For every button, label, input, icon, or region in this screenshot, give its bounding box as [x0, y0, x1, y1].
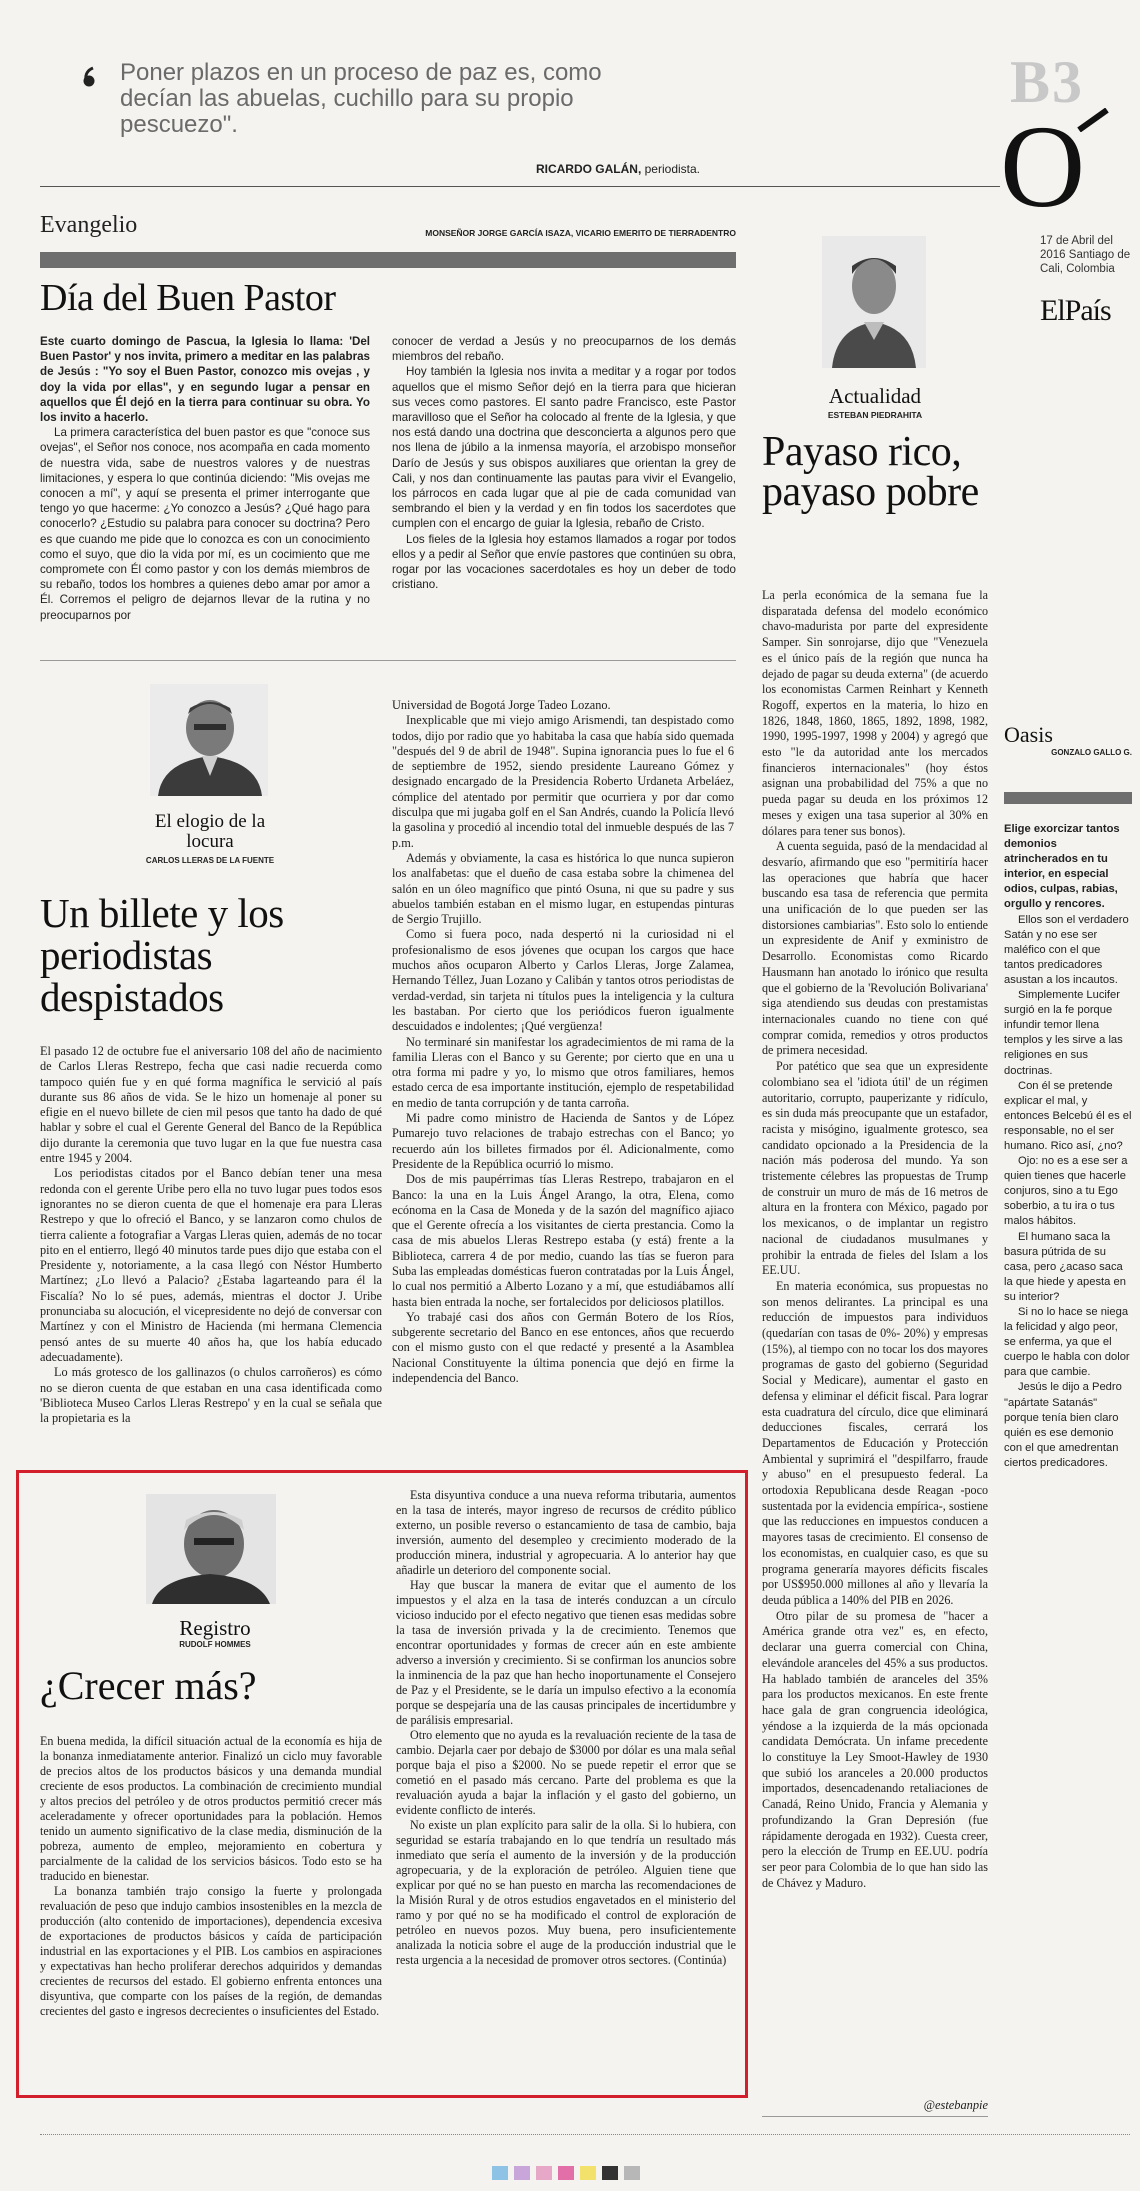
actualidad-paragraph: Otro pilar de su promesa de "hacer a América grande otra vez" es, en efecto, declarar una guerra comercial con China, elevándole aranceles del 45% a sus productos. Ha hablado también de aranceles del 35% para los productos mexicanos. En este frente hace gala de gran congruencia ideológica, yéndose a la izquierda de la más opcionada candidata Demócrata. Un infame precedente lo constituye la Ley Smoot-Hawley de 1930 que subió los aranceles a 20.000 productos importados, desencadenando retaliaciones de Canadá, Reino Unido, Francia y Alemania y profundizando la Gran Depresión (fue rápidamente derogada en 1932). Cuesta creer, pero la elección de Trump en EE.UU. podría ser peor para Colombia de lo que han sido las de Chávez y Maduro. — [762, 1608, 988, 1890]
elogio-paragraph: Dos de mis paupérrimas tías Lleras Restrepo, trabajaron en el Banco: la una en la Luis Ángel Arango, la otra, Elena, como ecónoma en la Casa de Moneda y de la sazón del magnífico ajiaco que el Gerente ofrecía a los visitantes de cierta prestancia. Como la casa de mis abuelos Lleras Restrepo estaba (y está) frente a la Biblioteca, carrera 4 de por medio, cuando las tías se fueron para Suba las empleadas domésticas fueron contratadas por la Luis Ángel, lo cual nos permitió a Alberto Lozano y a mí, que estudiábamos allí hasta bien entrada la noche, ser fortalecidos por deliciosos platillos. — [392, 1172, 734, 1309]
color-swatch — [514, 2166, 530, 2180]
registro-paragraph: Hay que buscar la manera de evitar que el aumento de los impuestos y el alza en la tasa de interés conduzcan a un círculo vicioso inducido por el efecto negativo que tienen esas medidas sobre la tasa de inversión privada y la de crecimiento. Tenemos que encontrar oportunidades y formas de crecer aún en este ambiente adverso a inversión y crecimiento. Si se confirman los anuncios sobre la inminencia de la paz que han hecho inoportunamente el Consejero de Paz y el Presidente, se le daría un impulso efectivo a la economía porque se despejaría una de las causas principales de incertidumbre y de parálisis empresarial. — [396, 1578, 736, 1727]
print-color-bar — [492, 2166, 652, 2180]
author-photo — [822, 236, 926, 368]
oasis-paragraph: Con él se pretende explicar el mal, y entonces Belcebú él es el responsable, no el ser humano. Rico así, ¿no? — [1004, 1079, 1132, 1152]
elogio-paragraph: Yo trabajé casi dos años con Germán Botero de los Ríos, subgerente secretario del Banco en ese entonces, años que recuerdo con el mismo gusto con el que redacté y presenté a la Asamblea Nacional Constituyente la última ponencia que dejó en firme la independencia del Banco. — [392, 1309, 734, 1386]
elogio-paragraph: Lo más grotesco de los gallinazos (o chulos carroñeros) es cómo no se dieron cuenta de que estaban en una casa identificada como 'Biblioteca Museo Carlos Lleras Restrepo' y en la cual se señala que la propietaria es la — [40, 1365, 382, 1426]
color-swatch — [492, 2166, 508, 2180]
evangelio-col-1 — [40, 334, 370, 623]
evangelio-lead: Este cuarto domingo de Pascua, la Iglesia lo llama: 'Del Buen Pastor' y nos invita, primero a meditar en las palabras de Jesús : "Yo soy el Buen Pastor, conozco mis ovejas , y doy la vida por ellas", y en segundo lugar a pensar en aquellos que Él dejó en la tierra para continuar su obra. Yo los invito a hacerlo. — [40, 335, 370, 425]
actualidad-paragraph: La perla económica de la semana fue la disparatada defensa del modelo económico chavo-madurista por parte del expresidente Samper. Sin sonrojarse, dijo que "Venezuela es el único país de la región que nunca ha dejado de pagar su deuda externa" (de acuerdo los economistas Carmen Reinhart y Kenneth Rogoff, expertos en la materia, lo hizo en 1826, 1848, 1860, 1865, 1892, 1898, 1982, 1990, 1995-1997, 1998 y 2004) y agregó que esto "le da autoridad ante los mercados financieros internacionales" (hoy éstos asignan una probabilidad del 75% a que no pueda pagar su deuda en los próximos 12 meses y exigen una tasa superior al 30% en dólares para tener sus bonos). — [762, 588, 988, 838]
actualidad-paragraph: A cuenta seguida, pasó de la mendacidad al desvarío, afirmando que eso "permitiría hacer las operaciones que habría que hacer buscando esa tasa de referencia que permita una unificación de lo que pueden ser las distorsiones cambiarias". Esto solo lo entiende un expresidente de Anif y exministro de Desarrollo. Economistas como Ricardo Hausmann han anotado lo irónico que resulta que el gobierno de la 'Revolución Bolivariana' siga atendiendo sus deudas con prestamistas internacionales cuando no tiene con qué comprar comida, remedios y otros productos de primera necesidad. — [762, 839, 988, 1058]
oasis-body — [1004, 822, 1132, 1471]
elogio-paragraph: El pasado 12 de octubre fue el aniversario 108 del año de nacimiento de Carlos Lleras Restrepo, fecha que casi nadie recuerda como tampoco quién fue y en qué forma magnífica le servició al país durante sus 86 años de vida. Se le hizo un homenaje al poner su efigie en el nuevo billete de cien mil pesos que tanto ha dado de qué hablar y sobre el cual el Gerente General del Banco de la República dijo durante la ceremonia que tuvo lugar en la que fue nuestra casa entre 1945 y 2004. — [40, 1044, 382, 1166]
registro-section-label: Registro — [179, 1616, 251, 1640]
evangelio-paragraph: conocer de verdad a Jesús y no preocuparnos de los demás miembros del rebaño. — [392, 335, 736, 364]
evangelio-col-2 — [392, 334, 736, 592]
footer-dotted-rule — [40, 2134, 1130, 2135]
color-swatch — [624, 2166, 640, 2180]
elogio-paragraph: Inexplicable que mi viejo amigo Arismendi, tan despistado como todos, dijo por radio que yo habitaba la casa que había sido quemada "después del 9 de abril de 1948". Supina ignorancia pues lo fue el 6 de septiembre de 1952, siendo presidente Laureano Gómez y designado encargado de la Presidencia Roberto Urdaneta Arbeláez, cómplice del atentado por permitir que ocurriera y por dar como disculpa que mi jugaba golf en el San Andrés, cuando la Policía llevó la gasolina y procedió al incendio total del inmueble después de las 7 p.m. — [392, 713, 734, 850]
color-swatch — [558, 2166, 574, 2180]
oasis-lead: Elige exorcizar tantos demonios atrincherados en tu interior, en especial odios, culpas, rabias, orgullo y rencores. — [1004, 823, 1120, 911]
actualidad-title: Payaso rico, payaso pobre — [762, 429, 979, 515]
color-swatch — [602, 2166, 618, 2180]
elogio-paragraph: Mi padre como ministro de Hacienda de Santos y de López Pumarejo tuvo relaciones de trabajo estrechas con el Banco; yo recuerdo aún los billetes firmados por él. Adicionalmente, como Presidente de la República ocurrió lo mismo. — [392, 1111, 734, 1171]
evangelio-section-label: Evangelio — [40, 212, 138, 238]
registro-paragraph: La bonanza también trajo consigo la fuerte y prolongada revaluación de peso que indujo cambios insostenibles en la mezcla de producción (alto contenido de importaciones), dependencia excesiva de exportaciones de productos básicos y caída de participación industrial en las exportaciones y el PIB. Los cambios en aspiraciones y expectativas han hecho proliferar derechos adquiridos y demandas crecientes de recursos del estado. El gobierno enfrenta entonces una disyuntiva, que comparte con los países de la región, de demandas crecientes del gasto e ingresos decrecientes o insuficientes del Estado. — [40, 1884, 382, 2018]
elogio-paragraph: Como si fuera poco, nada despertó ni la curiosidad ni el profesionalismo de esos jóvenes que ocupan los cargos que hace muchos años ocuparon Alberto y Carlos Lleras, Jorge Zalamea, Hernando Téllez, Juan Lozano y Calibán y tantos otros periodistas de verdad-verdad, sin tarjeta ni títulos pues la inteligencia y la cultura les bastaban. Por cierto que los periódicos fueron igualmente descuidados e indolentes; ¡Qué vergüenza! — [392, 927, 734, 1034]
actualidad-paragraph: Por patético que sea que un expresidente colombiano sea el 'idiota útil' de un régimen autoritario, corrupto, pauperizante y ridículo, es sin duda más preocupante que un estafador, racista y misógino, igualmente grotesco, sea candidato opcionado a la Presidencia de la nación más poderosa del mundo. Ya son tristemente célebres las propuestas de Trump de construir un muro de más de 16 metros de altura en la frontera con México, pagado por los mexicanos, o de implantar un registro nacional de ciudadanos musulmanes y prohibir la entrada de fieles del Islam a los EE.UU. — [762, 1059, 988, 1278]
quote-mark-icon — [82, 66, 96, 88]
registro-paragraph: Otro elemento que no ayuda es la revaluación reciente de la tasa de cambio. Dejarla caer por debajo de $3000 por dólar es una mala señal porque baja el piso a $2000. No se puede repetir el error que se cometió en el pasado más cercano. Parte del problema es que la revaluación ayuda a bajar la inflación y el gasto del gobierno, un evidente conflicto de interés. — [396, 1728, 736, 1817]
actualidad-handle: @estebanpie — [923, 2098, 988, 2112]
evangelio-paragraph: Los fieles de la Iglesia hoy estamos llamados a rogar por todos ellos y a pedir al Señor que envíe pastores que continúen su obra, rogar por las vocaciones sacerdotales es hoy un deber de todo cristiano. — [392, 532, 736, 592]
elogio-title: Un billete y los periodistas despistados — [40, 890, 284, 1020]
actualidad-paragraph: En materia económica, sus propuestas no son menos delirantes. La principal es una reducción de impuestos para individuos (quedarían con tasas de 0%- 20%) y empresas (15%), al tiempo con no tocar los dos mayores programas de gasto del gobierno (Seguridad Social y Medicare), aumentar el gasto en defensa y eliminar el déficit fiscal. Para lograr esta cuadratura del círculo, dice que eliminará deducciones fiscales, cerrará los Departamentos de Educación y Protección Ambiental y suprimirá el "despilfarro, fraude y abuso" en el presupuesto federal. La ortodoxia Republicana desde Reagan -poco sustentada por la evidencia empírica-, sostiene que las reducciones en impuestos conducen a mayores tasas de crecimiento. El consenso de los economistas, en cualquier caso, es que su programa generaría mayores déficits fiscales por US$950.000 millones al año y llevaría la deuda pública a 140% del PIB en 2026. — [762, 1278, 988, 1607]
elogio-col-2 — [392, 698, 734, 1386]
quote-attribution — [420, 162, 700, 176]
evangelio-paragraph: La primera característica del buen pastor es que "conoce sus ovejas", el Señor nos conoce, nos acompaña en cada momento de nuestra vida, sabe de nuestros valores y de nuestras limitaciones, y espera lo que continúa diciendo: "Mis ovejas me conocen a mí", y aquí se presenta el primer interrogante que tengo yo que hacerme: ¿Yo conozco a Jesús? ¿Qué hago para conocerlo? ¿Estudio su palabra para conocer su doctrina? Pero es que cuando me pide que lo conozca es con un conocimiento como el suyo, que dio la vida por mí, es un cocimiento que me compromete con Él como pastor y con los demás miembros de su rebaño, todos los hombres a quienes debo amar por amor a Él. Corremos el peligro de dejarnos llevar de la rutina y no preocuparnos por — [40, 426, 370, 622]
actualidad-body — [762, 588, 988, 1891]
elogio-author: CARLOS LLERAS DE LA FUENTE — [145, 856, 275, 865]
masthead-logo: ElPaís — [1040, 294, 1111, 327]
elogio-paragraph: Universidad de Bogotá Jorge Tadeo Lozano. — [392, 698, 611, 712]
evangelio-byline: MONSEÑOR JORGE GARCÍA ISAZA, VICARIO EMERITO DE TIERRADENTRO — [425, 228, 736, 238]
header-rule — [40, 186, 1000, 187]
oasis-paragraph: El humano saca la basura pútrida de su casa, pero ¿acaso saca la que hiede y apesta en su interior? — [1004, 1230, 1126, 1303]
registro-author: RUDOLF HOMMES — [179, 1640, 251, 1649]
section-code: B3 — [1010, 49, 1085, 115]
quote-author-role: periodista. — [641, 162, 700, 176]
registro-col-1 — [40, 1734, 382, 2019]
evangelio-bottom-rule — [40, 660, 736, 661]
actualidad-section-label: Actualidad — [828, 384, 922, 408]
elogio-section-label: El elogio de la locura — [154, 811, 266, 852]
oasis-paragraph: Jesús le dijo a Pedro "apártate Satanás" porque tenía bien claro quién es ese demonio con el que amedrentan ciertos predicadores. — [1004, 1381, 1122, 1469]
oasis-rule-bar — [1004, 792, 1132, 804]
header-quote: Poner plazos en un proceso de paz es, como decían las abuelas, cuchillo para su propio pescuezo". — [120, 59, 602, 138]
elogio-paragraph: No terminaré sin manifestar los agradecimientos de mi rama de la familia Lleras con el Banco y su Gerente; por cierto que en una u otra forma mi padre y yo, lo mismo que otros familiares, hemos estado cerca de esa importante institución, ejemplo de respetabilidad en medio de tanta corrupción y de tanta carroña. — [392, 1034, 734, 1110]
color-swatch — [536, 2166, 552, 2180]
color-swatch — [580, 2166, 596, 2180]
author-photo — [150, 684, 268, 796]
section-letter: O — [1000, 101, 1086, 232]
oasis-author: GONZALO GALLO G. — [1051, 748, 1132, 757]
registro-paragraph: No existe un plan explícito para salir de la olla. Si lo hubiera, con seguridad se estaría trabajando en lo que tendría un resultado más inmediato que sería el aumento de la inversión y de la producción agropecuaria, y de la exploración de petróleo. Alguien tiene que explicar por qué no se han puesto en marcha las recomendaciones de la Misión Rural y de otros estudios engavetados en el ministerio del ramo y por qué no se ha modificado el control de exploración de petróleo en nuevos pozos. Muy buena, pero insuficientemente analizada la noticia sobre el auge de la producción industrial que le resta urgencia a la necesidad de promover otros sectores. (Continúa) — [396, 1818, 736, 1967]
evangelio-paragraph: Hoy también la Iglesia nos invita a meditar y a rogar por todos aquellos que el mismo Señor dejó en la tierra para que hicieran sus veces como pastores. El santo padre Francisco, este Pastor maravilloso que el Señor ha colocado al frente de la Iglesia, y que nos está dando una doctrina que desconcierta a algunos pero que nos llena de júbilo a la inmensa mayoría, el arzobispo monseñor Darío de Jesús y sus obispos auxiliares que orientan la grey de Cali, y nos dan continuamente las pautas para vivir el Evangelio, los párrocos en cada lugar que al pie de cada comunidad van sembrando el bien y la verdad y en fin todos los sacerdotes que cumplen con el encargo de guiar la Iglesia, rebaño de Cristo. — [392, 365, 736, 531]
elogio-col-1 — [40, 1044, 382, 1426]
registro-col-2 — [396, 1488, 736, 1968]
elogio-paragraph: Además y obviamente, la casa es histórica lo que nunca supieron los analfabetas: que el dueño de casa estaba sobre la chimenea del salón en un óleo magnífico que pintó Osuna, ni que su padre y sus abuelos también estaban en el mismo lugar, en estupendas pinturas de Sergio Trujillo. — [392, 850, 734, 927]
author-photo — [146, 1494, 276, 1604]
registro-paragraph: Esta disyuntiva conduce a una nueva reforma tributaria, aumentos en la tasa de interés, mayor ingreso de recursos de crédito público externo, un posible reverso o estancamiento de tasa de cambio, baja inversión, aumento del desempleo y crecimiento moderado de la producción minera, industrial y agropecuaria. A lo anterior hay que añadirle un deterioro del componente social. — [396, 1488, 736, 1577]
evangelio-rule-bar — [40, 252, 736, 268]
registro-paragraph: En buena medida, la difícil situación actual de la economía es hija de la bonanza inmediatamente anterior. Finalizó un ciclo muy favorable de precios altos de los productos básicos y una demanda mundial creciente de esos productos. La combinación de crecimiento mundial y altos precios del petróleo y de otros productos permitió crecer más aceleradamente y ofrecer oportunidades para la población. Hemos tenido un aumento significativo de la clase media, disminución de la pobreza, aumento de empleo, mejoramiento en cobertura y parcialmente de la calidad de los servicios básicos. Todo esto se ha traducido en bienestar. — [40, 1734, 382, 1883]
evangelio-title: Día del Buen Pastor — [40, 277, 336, 319]
oasis-section-label: Oasis — [1004, 722, 1053, 747]
oasis-paragraph: Ojo: no es a ese ser a quien tienes que hacerle conjuros, sino a tu Ego soberbio, a tu ira o tus malos hábitos. — [1004, 1155, 1128, 1228]
actualidad-author: ESTEBAN PIEDRAHITA — [827, 410, 923, 420]
registro-title: ¿Crecer más? — [40, 1663, 257, 1708]
oasis-paragraph: Si no lo hace se niega la felicidad y algo peor, se enferma, ya que el cuerpo le habla con dolor para que cambie. — [1004, 1306, 1130, 1379]
actualidad-bottom-rule — [762, 2116, 988, 2117]
elogio-paragraph: Los periodistas citados por el Banco debían tener una mesa redonda con el gerente Uribe pero ella no tuvo lugar pues todos esos ignorantes no se dieron cuenta de que el homenaje era para Lleras Restrepo y que lo ofreció el Banco, y se lanzaron como chulos de tierra caliente a fotografiar a Vargas Lleras quien, además de no tocar pito en el entierro, llegó 40 minutos tarde pues dijo que estaba con el Presidente y, notoriamente, a la casa llegó con Néstor Humberto Martínez; ¿Lo llevó a Palacio? ¿Estaba lagarteando para él la Fiscalía? No lo sé pues, además, mientras el doctor J. Uribe pronunciaba su alocución, el vicepresidente no dejó de conversar con Martínez y con el Ministro de Hacienda (mi hermana Clemencia pensó antes de su muerte 40 años ha, que los había educado adecuadamente). — [40, 1166, 382, 1364]
oasis-paragraph: Ellos son el verdadero Satán y no ese ser maléfico con el que tantos predicadores asustan a los incautos. — [1004, 913, 1129, 986]
edition-date: 17 de Abril del 2016 Santiago de Cali, Colombia — [1040, 235, 1131, 275]
oasis-paragraph: Simplemente Lucifer surgió en la fe porque infundir temor llena templos y les sirve a las religiones en sus doctrinas. — [1004, 989, 1123, 1077]
quote-author: RICARDO GALÁN, — [535, 162, 642, 176]
